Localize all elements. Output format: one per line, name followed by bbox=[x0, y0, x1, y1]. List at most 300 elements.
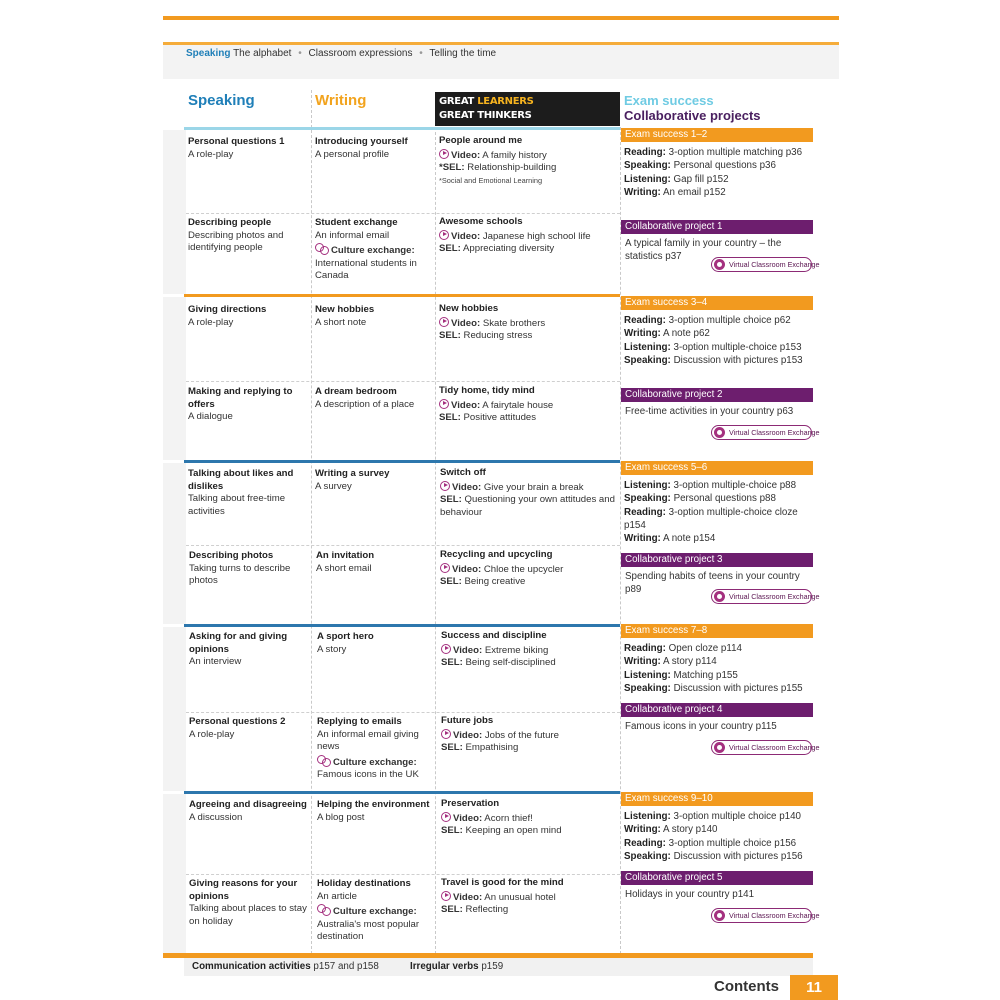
writing-cell bbox=[316, 550, 434, 575]
play-video-icon bbox=[439, 317, 449, 327]
exam-task: 3-option multiple-choice p153 bbox=[673, 341, 802, 353]
exam-success-band: Exam success 9–10 bbox=[621, 792, 813, 806]
lesson-title: Describing people bbox=[188, 217, 272, 228]
sel-label: SEL: bbox=[441, 742, 463, 754]
exam-skill: Reading: bbox=[624, 506, 666, 518]
great-learners-cell bbox=[441, 877, 619, 917]
starter-item: Telling the time bbox=[429, 48, 497, 59]
lesson-title: Recycling and upcycling bbox=[440, 549, 553, 560]
collaborative-project-band: Collaborative project 5 bbox=[621, 871, 813, 885]
video-line bbox=[441, 890, 619, 905]
exam-task: Discussion with pictures p153 bbox=[673, 354, 803, 366]
video-title: A fairytale house bbox=[482, 399, 554, 411]
lesson-title: Agreeing and disagreeing bbox=[189, 799, 307, 810]
exam-success-band: Exam success 3–4 bbox=[621, 296, 813, 310]
writing-cell bbox=[315, 304, 433, 329]
sel-line bbox=[441, 657, 619, 670]
collaborative-project-text: Spending habits of teens in your country p89 bbox=[625, 571, 800, 595]
exam-item bbox=[624, 837, 816, 850]
speaking-cell bbox=[188, 304, 306, 329]
lesson-title: Holiday destinations bbox=[317, 878, 411, 889]
exam-skill: Reading: bbox=[624, 315, 666, 326]
collaborative-project-text: Famous icons in your country p115 bbox=[625, 721, 777, 732]
lesson-title: People around me bbox=[439, 135, 523, 146]
great-learners-logo bbox=[435, 92, 620, 126]
virtual-classroom-exchange-badge bbox=[711, 908, 820, 923]
lesson-title: A sport hero bbox=[317, 631, 374, 642]
virtual-classroom-icon bbox=[714, 742, 725, 753]
page-number: 11 bbox=[790, 975, 838, 1000]
sel-label: SEL: bbox=[440, 576, 462, 588]
lesson-divider bbox=[186, 712, 620, 713]
exam-task: An email p152 bbox=[663, 186, 726, 198]
writing-cell bbox=[315, 136, 433, 161]
communication-activities-ref bbox=[192, 961, 379, 972]
lesson-title: Talking about likes and dislikes bbox=[188, 468, 294, 492]
lesson-divider bbox=[186, 874, 620, 875]
play-video-icon bbox=[440, 563, 450, 573]
culture-exchange-icon bbox=[315, 243, 329, 254]
video-label: Video: bbox=[451, 230, 481, 242]
starter-item: Classroom expressions bbox=[308, 48, 413, 59]
video-label: Video: bbox=[453, 644, 483, 656]
column-divider bbox=[311, 90, 312, 954]
video-title: Extreme biking bbox=[484, 644, 549, 656]
unit-divider bbox=[184, 460, 620, 463]
writing-cell bbox=[317, 716, 435, 782]
lesson-title: Switch off bbox=[440, 467, 486, 478]
video-line bbox=[441, 643, 619, 658]
exam-skill: Listening: bbox=[624, 811, 671, 822]
exam-item bbox=[624, 159, 816, 172]
column-heading-speaking: Speaking bbox=[188, 92, 255, 109]
lesson-title: Asking for and giving opinions bbox=[189, 631, 288, 655]
lesson-title: Helping the environment bbox=[317, 799, 430, 810]
starter-item: The alphabet bbox=[233, 48, 292, 59]
lesson-title: Writing a survey bbox=[315, 468, 390, 479]
lesson-description: An article bbox=[317, 890, 357, 902]
collaborative-project-band: Collaborative project 2 bbox=[621, 388, 813, 402]
play-video-icon bbox=[441, 729, 451, 739]
sel-line bbox=[440, 494, 618, 519]
column-heading-exam-success: Exam success bbox=[624, 93, 714, 108]
video-title: Acorn thief! bbox=[484, 812, 533, 824]
culture-exchange-label: Culture exchange: bbox=[333, 906, 417, 918]
sel-line bbox=[441, 742, 619, 755]
vce-label: Virtual Classroom Exchange bbox=[729, 743, 820, 752]
speaking-cell bbox=[188, 136, 306, 161]
lesson-title: Replying to emails bbox=[317, 716, 402, 727]
exam-skill: Reading: bbox=[624, 643, 666, 654]
sel-label: SEL: bbox=[441, 904, 463, 916]
collaborative-project-text: A typical family in your country – the statistics p37 bbox=[625, 238, 782, 262]
virtual-classroom-exchange-badge bbox=[711, 589, 820, 604]
great-learners-cell bbox=[441, 715, 619, 755]
culture-exchange-topic: Famous icons in the UK bbox=[317, 769, 419, 781]
exam-item bbox=[624, 314, 816, 327]
contents-label: Contents bbox=[714, 978, 779, 995]
video-title: Chloe the upcycler bbox=[483, 563, 564, 575]
lesson-title: Preservation bbox=[441, 798, 500, 809]
sel-topic: Being creative bbox=[464, 576, 526, 588]
lesson-title: Student exchange bbox=[315, 217, 398, 228]
exam-task: A story p114 bbox=[663, 656, 717, 668]
exam-task: 3-option multiple-choice cloze p154 bbox=[624, 506, 798, 531]
lesson-title: Making and replying to offers bbox=[188, 386, 293, 410]
unit-band bbox=[163, 463, 186, 624]
exam-skill: Listening: bbox=[624, 669, 671, 681]
video-label: Video: bbox=[451, 399, 481, 411]
lesson-description: Taking turns to describe photos bbox=[189, 562, 291, 587]
sel-line bbox=[439, 162, 617, 175]
exam-success-list bbox=[624, 810, 816, 863]
lesson-description: A blog post bbox=[317, 811, 365, 823]
exam-task: Personal questions p88 bbox=[673, 493, 776, 505]
exam-skill: Listening: bbox=[624, 173, 671, 185]
exam-task: Gap fill p152 bbox=[673, 173, 729, 185]
writing-cell bbox=[317, 631, 435, 656]
vce-label: Virtual Classroom Exchange bbox=[729, 911, 820, 920]
exam-success-list bbox=[624, 642, 816, 695]
great-learners-cell bbox=[440, 549, 618, 589]
lesson-description: Describing photos and identifying people bbox=[188, 229, 284, 254]
sel-topic: Being self-disciplined bbox=[465, 657, 556, 669]
lesson-description: A short email bbox=[316, 562, 372, 574]
great-learners-cell bbox=[439, 385, 617, 425]
video-line bbox=[441, 811, 619, 826]
exam-task: 3-option multiple choice p156 bbox=[668, 837, 797, 849]
exam-success-list bbox=[624, 479, 816, 545]
exam-item bbox=[624, 682, 816, 695]
exam-item bbox=[624, 492, 816, 505]
sel-label: SEL: bbox=[439, 412, 461, 424]
virtual-classroom-icon bbox=[714, 910, 725, 921]
sel-topic: Reflecting bbox=[465, 904, 509, 916]
exam-skill: Speaking: bbox=[624, 682, 671, 694]
exam-item bbox=[624, 327, 816, 340]
video-label: Video: bbox=[451, 149, 481, 161]
exam-skill: Reading: bbox=[624, 147, 666, 158]
lesson-description: A role-play bbox=[189, 728, 235, 740]
lesson-divider bbox=[186, 545, 620, 546]
irregular-verbs-ref bbox=[410, 961, 503, 972]
culture-exchange-line bbox=[317, 903, 435, 944]
exam-task: 3-option multiple choice p140 bbox=[673, 811, 801, 822]
video-line bbox=[441, 728, 619, 743]
collaborative-project-band: Collaborative project 4 bbox=[621, 703, 813, 717]
column-divider bbox=[620, 127, 621, 954]
great-word: GREAT bbox=[439, 96, 475, 107]
great-learners-cell bbox=[439, 303, 617, 343]
virtual-classroom-icon bbox=[714, 591, 725, 602]
culture-exchange-icon bbox=[317, 904, 331, 915]
lesson-description: A description of a place bbox=[315, 398, 415, 410]
unit-band bbox=[163, 627, 186, 791]
unit-band bbox=[163, 297, 186, 460]
lesson-title: Giving directions bbox=[188, 304, 267, 315]
lesson-description: A survey bbox=[315, 480, 352, 492]
lesson-description: A personal profile bbox=[315, 148, 390, 160]
vce-label: Virtual Classroom Exchange bbox=[729, 260, 820, 269]
exam-skill: Listening: bbox=[624, 341, 671, 353]
writing-cell bbox=[317, 799, 435, 824]
video-title: Japanese high school life bbox=[482, 230, 591, 242]
lesson-title: Giving reasons for your opinions bbox=[189, 878, 298, 902]
play-video-icon bbox=[439, 149, 449, 159]
video-title: An unusual hotel bbox=[484, 891, 556, 903]
exam-task: A note p154 bbox=[663, 533, 716, 545]
great-learners-cell bbox=[440, 467, 618, 519]
sel-topic: Positive attitudes bbox=[463, 412, 537, 424]
exam-task: 3-option multiple choice p62 bbox=[668, 315, 791, 326]
exam-task: A story p140 bbox=[663, 824, 718, 836]
collaborative-project-band: Collaborative project 1 bbox=[621, 220, 813, 234]
unit-divider bbox=[184, 791, 620, 794]
lesson-title: Travel is good for the mind bbox=[441, 877, 564, 888]
exam-success-band: Exam success 5–6 bbox=[621, 461, 813, 475]
lesson-description: Talking about places to stay on holiday bbox=[189, 903, 307, 927]
video-label: Video: bbox=[451, 317, 481, 329]
culture-exchange-line bbox=[315, 242, 433, 283]
sel-line bbox=[439, 243, 617, 256]
sel-topic: Appreciating diversity bbox=[463, 243, 555, 255]
sel-line bbox=[440, 576, 618, 589]
great-thinkers-line: GREAT THINKERS bbox=[439, 110, 532, 121]
speaking-cell bbox=[189, 550, 307, 588]
writing-cell bbox=[317, 878, 435, 944]
sel-label: SEL: bbox=[439, 330, 461, 342]
column-heading-collaborative-projects: Collaborative projects bbox=[624, 108, 761, 123]
bullet-separator: • bbox=[298, 48, 302, 59]
unit-band bbox=[163, 794, 186, 953]
exam-skill: Speaking: bbox=[624, 354, 671, 366]
play-video-icon bbox=[441, 644, 451, 654]
sel-line bbox=[439, 412, 617, 425]
exam-item bbox=[624, 479, 816, 492]
exam-skill: Writing: bbox=[624, 186, 661, 198]
exam-skill: Listening: bbox=[624, 480, 671, 491]
sel-topic: Relationship-building bbox=[467, 162, 557, 174]
lesson-title: Personal questions 2 bbox=[189, 716, 286, 727]
speaking-cell bbox=[189, 799, 307, 824]
lesson-title: A dream bedroom bbox=[315, 386, 397, 397]
exam-item bbox=[624, 655, 816, 668]
vce-label: Virtual Classroom Exchange bbox=[729, 428, 820, 437]
exam-skill: Writing: bbox=[624, 824, 661, 836]
speaking-cell bbox=[189, 878, 309, 928]
exam-skill: Writing: bbox=[624, 533, 661, 545]
virtual-classroom-icon bbox=[714, 259, 725, 270]
sel-label: SEL: bbox=[441, 657, 463, 669]
video-line bbox=[440, 562, 618, 577]
lesson-divider bbox=[186, 381, 620, 382]
speaking-cell bbox=[188, 468, 306, 518]
unit-band bbox=[163, 130, 186, 294]
unit-divider bbox=[184, 624, 620, 627]
lesson-title: Success and discipline bbox=[441, 630, 547, 641]
video-label: Video: bbox=[453, 891, 483, 903]
lesson-description: A story bbox=[317, 643, 347, 655]
lesson-description: An informal email bbox=[315, 229, 390, 241]
top-orange-bar bbox=[163, 16, 839, 20]
lesson-divider bbox=[186, 213, 620, 214]
vce-label: Virtual Classroom Exchange bbox=[729, 592, 820, 601]
lesson-title: New hobbies bbox=[439, 303, 499, 314]
sel-topic: Reducing stress bbox=[463, 330, 533, 342]
video-line bbox=[439, 398, 617, 413]
lesson-description: An informal email giving news bbox=[317, 728, 419, 753]
great-learners-line bbox=[439, 95, 620, 109]
sel-footnote: *Social and Emotional Learning bbox=[439, 175, 543, 185]
sel-label: *SEL: bbox=[439, 162, 465, 174]
play-video-icon bbox=[439, 230, 449, 240]
exam-item bbox=[624, 146, 816, 159]
culture-exchange-label: Culture exchange: bbox=[333, 756, 417, 768]
exam-task: 3-option multiple matching p36 bbox=[668, 147, 803, 158]
exam-skill: Speaking: bbox=[624, 493, 671, 505]
sel-label: SEL: bbox=[440, 494, 462, 506]
culture-exchange-label: Culture exchange: bbox=[331, 245, 415, 257]
great-learners-cell bbox=[441, 798, 619, 838]
lesson-title: Awesome schools bbox=[439, 216, 523, 227]
writing-cell bbox=[315, 386, 433, 411]
culture-exchange-icon bbox=[317, 755, 331, 766]
exam-item bbox=[624, 642, 816, 655]
culture-exchange-line bbox=[317, 754, 435, 782]
lesson-description: A role-play bbox=[188, 148, 234, 160]
great-learners-cell bbox=[441, 630, 619, 670]
irregular-verbs-pages: p159 bbox=[481, 961, 504, 972]
great-learners-cell bbox=[439, 216, 617, 256]
lesson-title: Describing photos bbox=[189, 550, 274, 561]
speaking-cell bbox=[188, 386, 306, 424]
exam-task: Matching p155 bbox=[673, 669, 738, 681]
exam-skill: Reading: bbox=[624, 837, 666, 849]
exam-item bbox=[624, 186, 816, 199]
exam-skill: Speaking: bbox=[624, 850, 671, 862]
exam-task: Personal questions p36 bbox=[673, 160, 776, 172]
lesson-description: An interview bbox=[189, 656, 242, 668]
lesson-title: Tidy home, tidy mind bbox=[439, 385, 535, 396]
collaborative-project-band: Collaborative project 3 bbox=[621, 553, 813, 567]
culture-exchange-topic: Australia's most popular destination bbox=[317, 918, 420, 943]
video-label: Video: bbox=[453, 812, 483, 824]
unit-divider bbox=[184, 127, 620, 130]
play-video-icon bbox=[440, 481, 450, 491]
exam-task: Open cloze p114 bbox=[668, 643, 743, 654]
virtual-classroom-icon bbox=[714, 427, 725, 438]
lesson-description: A role-play bbox=[188, 316, 234, 328]
lesson-title: Introducing yourself bbox=[315, 136, 408, 147]
lesson-description: Talking about free-time activities bbox=[188, 493, 286, 517]
video-label: Video: bbox=[452, 563, 482, 575]
lesson-description: A short note bbox=[315, 316, 367, 328]
unit-divider bbox=[184, 294, 620, 297]
video-line bbox=[440, 480, 618, 495]
exam-skill: Writing: bbox=[624, 328, 661, 340]
irregular-verbs-label: Irregular verbs bbox=[410, 961, 479, 972]
exam-item bbox=[624, 850, 816, 863]
exam-item bbox=[624, 173, 816, 186]
video-title: Jobs of the future bbox=[484, 729, 559, 741]
exam-item bbox=[624, 506, 816, 533]
bullet-separator: • bbox=[419, 48, 423, 59]
column-heading-writing: Writing bbox=[315, 92, 367, 109]
sel-topic: Empathising bbox=[465, 742, 519, 754]
exam-item bbox=[624, 532, 816, 545]
exam-skill: Speaking: bbox=[624, 160, 671, 172]
exam-task: Discussion with pictures p155 bbox=[673, 682, 803, 694]
video-line bbox=[439, 148, 617, 163]
great-learners-cell bbox=[439, 135, 617, 187]
learners-word: LEARNERS bbox=[477, 96, 534, 107]
lesson-description: A discussion bbox=[189, 811, 243, 823]
writing-cell bbox=[315, 217, 433, 283]
exam-success-list bbox=[624, 314, 816, 367]
writing-cell bbox=[315, 468, 433, 493]
play-video-icon bbox=[441, 891, 451, 901]
exam-item bbox=[624, 810, 816, 823]
culture-exchange-topic: International students in Canada bbox=[315, 257, 417, 282]
sel-topic: Keeping an open mind bbox=[465, 825, 562, 837]
lesson-description: A dialogue bbox=[188, 411, 233, 423]
sel-label: SEL: bbox=[439, 243, 461, 255]
exam-success-band: Exam success 7–8 bbox=[621, 624, 813, 638]
play-video-icon bbox=[441, 812, 451, 822]
column-divider bbox=[435, 127, 436, 954]
exam-item bbox=[624, 354, 816, 367]
starter-strip-label: Speaking bbox=[186, 48, 231, 59]
video-label: Video: bbox=[452, 481, 482, 493]
sel-line bbox=[441, 825, 619, 838]
virtual-classroom-exchange-badge bbox=[711, 425, 820, 440]
sel-line bbox=[441, 904, 619, 917]
communication-activities-pages: p157 and p158 bbox=[313, 961, 379, 972]
play-video-icon bbox=[439, 399, 449, 409]
virtual-classroom-exchange-badge bbox=[711, 257, 820, 272]
speaking-cell bbox=[189, 716, 307, 741]
virtual-classroom-exchange-badge bbox=[711, 740, 820, 755]
speaking-cell bbox=[189, 631, 307, 669]
lesson-title: An invitation bbox=[316, 550, 375, 561]
lesson-title: Future jobs bbox=[441, 715, 494, 726]
starter-strip bbox=[186, 48, 496, 59]
exam-task: 3-option multiple-choice p88 bbox=[673, 480, 797, 491]
exam-task: A note p62 bbox=[663, 328, 710, 340]
video-title: Skate brothers bbox=[482, 317, 546, 329]
sel-line bbox=[439, 330, 617, 343]
video-line bbox=[439, 316, 617, 331]
exam-success-band: Exam success 1–2 bbox=[621, 128, 813, 142]
exam-success-list bbox=[624, 146, 816, 199]
communication-activities-label: Communication activities bbox=[192, 961, 311, 972]
exam-item bbox=[624, 341, 816, 354]
exam-task: Discussion with pictures p156 bbox=[673, 850, 803, 862]
video-label: Video: bbox=[453, 729, 483, 741]
exam-skill: Writing: bbox=[624, 656, 661, 668]
sel-topic: Questioning your own attitudes and behaviour bbox=[440, 494, 615, 518]
exam-item bbox=[624, 669, 816, 682]
exam-item bbox=[624, 823, 816, 836]
speaking-cell bbox=[188, 217, 306, 255]
collaborative-project-text: Free-time activities in your country p63 bbox=[625, 406, 794, 417]
video-line bbox=[439, 229, 617, 244]
video-title: Give your brain a break bbox=[483, 481, 584, 493]
collaborative-project-text: Holidays in your country p141 bbox=[625, 889, 755, 900]
sel-label: SEL: bbox=[441, 825, 463, 837]
lesson-title: New hobbies bbox=[315, 304, 375, 315]
video-title: A family history bbox=[482, 149, 547, 161]
